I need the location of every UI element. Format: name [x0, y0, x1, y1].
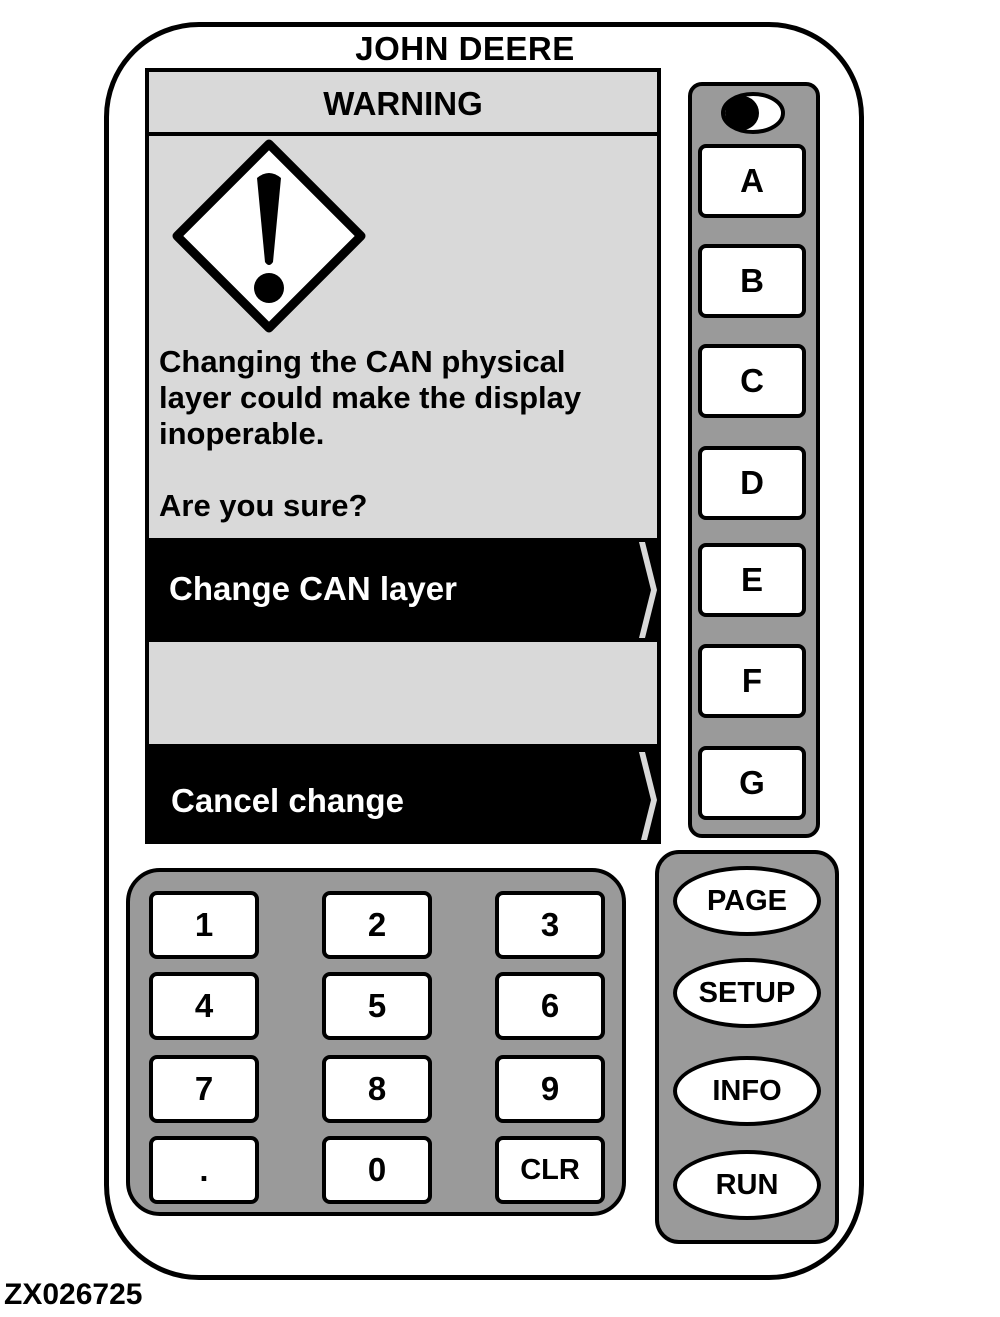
- screen-title: WARNING: [149, 72, 657, 136]
- key-9-button[interactable]: 9: [495, 1055, 605, 1123]
- softkey-d-button[interactable]: D: [698, 446, 806, 520]
- key-3-button[interactable]: 3: [495, 891, 605, 959]
- key-8-button[interactable]: 8: [322, 1055, 432, 1123]
- run-button[interactable]: RUN: [673, 1150, 821, 1220]
- softkey-arrow-icon: [631, 752, 657, 844]
- brand-logo-text: JOHN DEERE: [355, 30, 575, 67]
- figure-code: ZX026725: [4, 1278, 143, 1311]
- empty-softkey-slot[interactable]: [149, 642, 657, 744]
- softkey-c-button[interactable]: C: [698, 344, 806, 418]
- softkey-a-button[interactable]: A: [698, 144, 806, 218]
- display-screen: [145, 68, 661, 844]
- softkey-b-button[interactable]: B: [698, 244, 806, 318]
- key-clr-button[interactable]: CLR: [495, 1136, 605, 1204]
- page-button[interactable]: PAGE: [673, 866, 821, 936]
- warning-diamond-exclamation-icon: [171, 138, 367, 334]
- softkey-f-button[interactable]: F: [698, 644, 806, 718]
- key-decimal-button[interactable]: .: [149, 1136, 259, 1204]
- cancel-change-button[interactable]: [149, 748, 657, 844]
- key-0-button[interactable]: 0: [322, 1136, 432, 1204]
- softkey-e-button[interactable]: E: [698, 543, 806, 617]
- softkey-g-button[interactable]: G: [698, 746, 806, 820]
- key-2-button[interactable]: 2: [322, 891, 432, 959]
- confirm-question: Are you sure?: [159, 488, 368, 523]
- softkey-label: Change CAN layer: [169, 570, 457, 607]
- key-6-button[interactable]: 6: [495, 972, 605, 1040]
- key-4-button[interactable]: 4: [149, 972, 259, 1040]
- key-7-button[interactable]: 7: [149, 1055, 259, 1123]
- warning-message: Changing the CAN physical layer could make the display inoperable.: [159, 344, 582, 451]
- key-5-button[interactable]: 5: [322, 972, 432, 1040]
- day-night-icon: [720, 90, 786, 136]
- softkey-arrow-icon: [631, 542, 657, 638]
- softkey-label: Cancel change: [171, 782, 404, 819]
- info-button[interactable]: INFO: [673, 1056, 821, 1126]
- setup-button[interactable]: SETUP: [673, 958, 821, 1028]
- key-1-button[interactable]: 1: [149, 891, 259, 959]
- change-can-layer-button[interactable]: [149, 538, 657, 638]
